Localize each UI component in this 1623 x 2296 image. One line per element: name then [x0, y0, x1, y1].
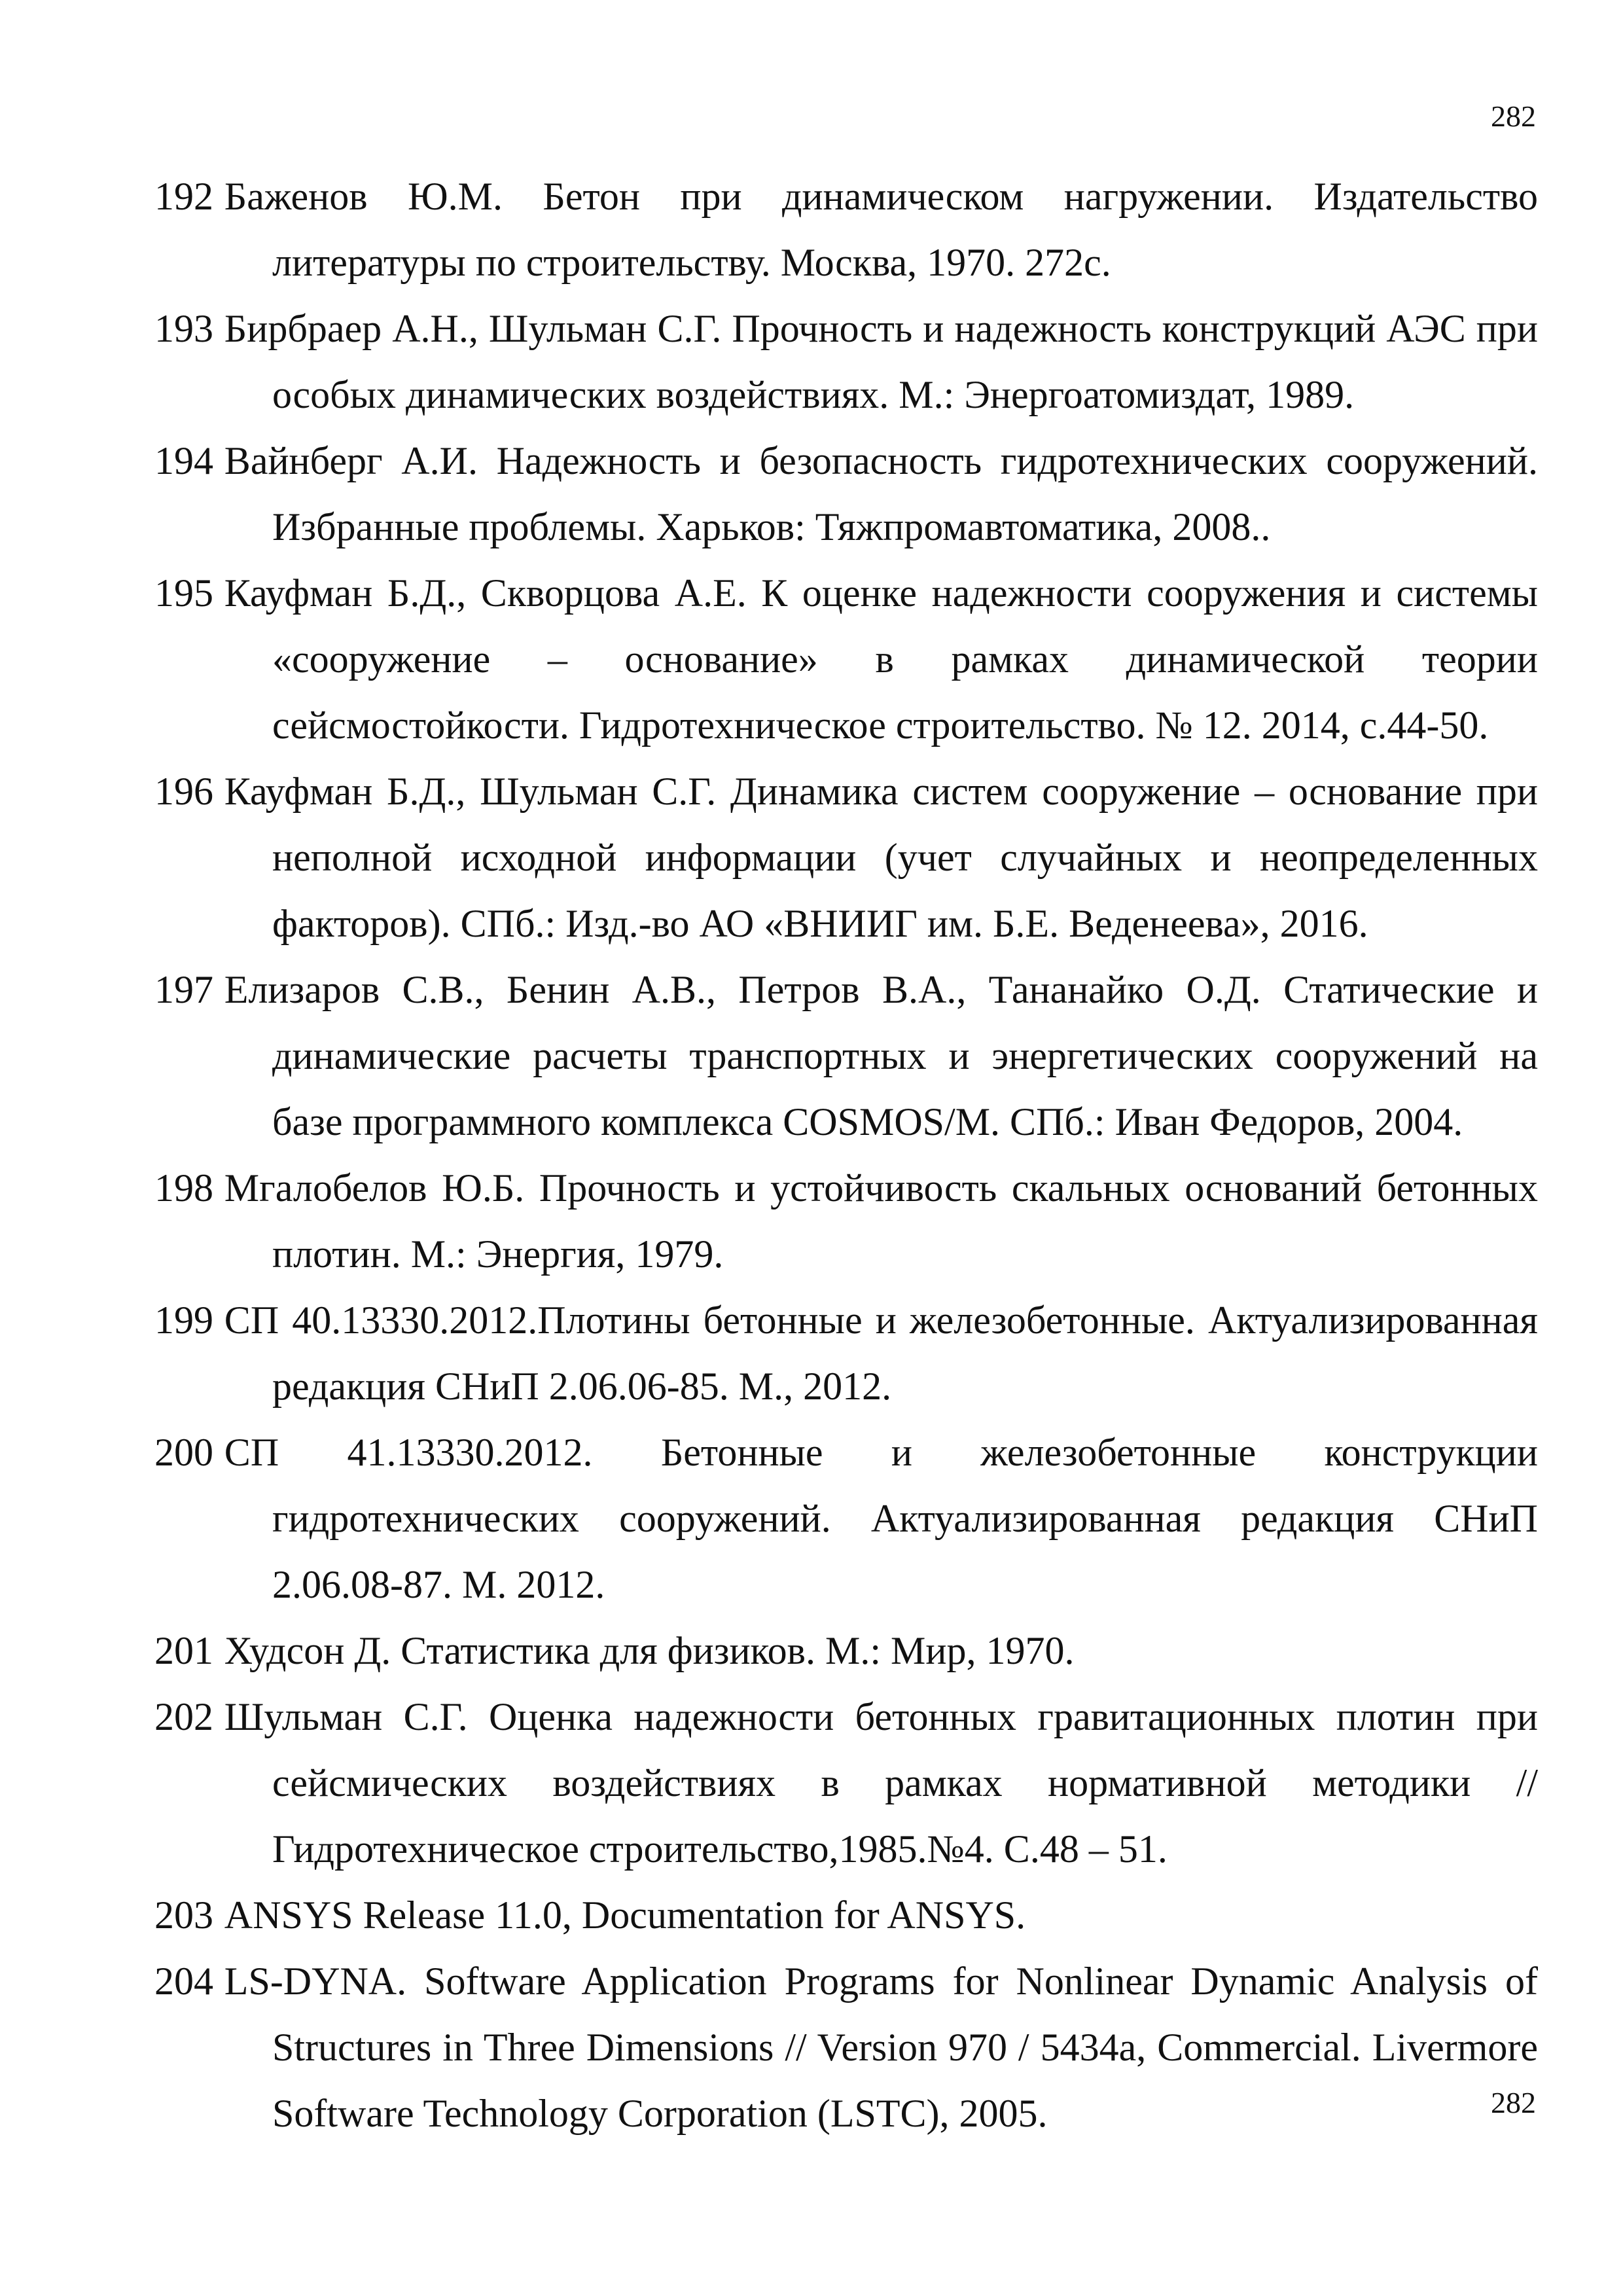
reference-number: 202: [154, 1695, 213, 1738]
reference-text: Елизаров С.В., Бенин А.В., Петров В.А., Тананайко О.Д. Статические и динамические расчеты транспортных и энергетических сооружений на базе программного комплекса COSMOS/M. СПб.: Иван Федоров, 2004.: [224, 968, 1538, 1143]
reference-text: Баженов Ю.М. Бетон при динамическом нагружении. Издательство литературы по строительству. Москва, 1970. 272с.: [224, 175, 1538, 284]
reference-text: Шульман С.Г. Оценка надежности бетонных гравитационных плотин при сейсмических воздействиях в рамках нормативной методики // Гидротехническое строительство,1985.№4. С.48 – 51.: [224, 1695, 1538, 1871]
reference-item: [154, 296, 1538, 428]
reference-item: [154, 164, 1538, 296]
reference-item: [154, 428, 1538, 560]
reference-item: [154, 560, 1538, 759]
reference-item: [154, 957, 1538, 1155]
reference-item: [154, 1684, 1538, 1882]
reference-item: [154, 759, 1538, 957]
reference-number: 192: [154, 175, 213, 218]
page-number-bottom: 282: [1491, 2086, 1536, 2119]
reference-number: 197: [154, 968, 213, 1011]
reference-text: Бирбраер А.Н., Шульман С.Г. Прочность и надежность конструкций АЭС при особых динамических воздействиях. М.: Энергоатомиздат, 1989.: [224, 307, 1538, 416]
reference-number: 203: [154, 1893, 213, 1937]
reference-text: ANSYS Release 11.0, Documentation for ANSYS.: [224, 1893, 1026, 1937]
reference-number: 201: [154, 1629, 213, 1672]
reference-text: Мгалобелов Ю.Б. Прочность и устойчивость скальных оснований бетонных плотин. М.: Энергия, 1979.: [224, 1166, 1538, 1276]
reference-number: 198: [154, 1166, 213, 1210]
reference-item: [154, 1287, 1538, 1420]
page-number-top: 282: [1491, 99, 1536, 133]
reference-text: Кауфман Б.Д., Шульман С.Г. Динамика систем сооружение – основание при неполной исходной информации (учет случайных и неопределенных факторов). СПб.: Изд.-во АО «ВНИИГ им. Б.Е. Веденеева», 2016.: [224, 770, 1538, 945]
reference-text: Вайнберг А.И. Надежность и безопасность гидротехнических сооружений. Избранные проблемы. Харьков: Тяжпромавтоматика, 2008..: [224, 439, 1538, 548]
reference-text: СП 40.13330.2012.Плотины бетонные и железобетонные. Актуализированная редакция СНиП 2.06.06-85. М., 2012.: [224, 1299, 1538, 1408]
reference-list: [154, 164, 1538, 2147]
reference-number: 196: [154, 770, 213, 813]
reference-number: 204: [154, 1960, 213, 2003]
reference-number: 200: [154, 1431, 213, 1474]
reference-text: Худсон Д. Статистика для физиков. М.: Мир, 1970.: [224, 1629, 1075, 1672]
reference-number: 199: [154, 1299, 213, 1342]
reference-text: Кауфман Б.Д., Скворцова А.Е. К оценке надежности сооружения и системы «сооружение – основание» в рамках динамической теории сейсмостойкости. Гидротехническое строительство. № 12. 2014, с.44-50.: [224, 571, 1538, 747]
reference-text: СП 41.13330.2012. Бетонные и железобетонные конструкции гидротехнических сооружений. Актуализированная редакция СНиП 2.06.08-87. М. 2012.: [224, 1431, 1538, 1606]
reference-text: LS-DYNA. Software Application Programs for Nonlinear Dynamic Analysis of Structures in Three Dimensions // Version 970 / 5434a, Commercial. Livermore Software Technology Corporation (LSTC), 2005.: [224, 1960, 1538, 2135]
reference-number: 194: [154, 439, 213, 482]
reference-number: 193: [154, 307, 213, 350]
reference-item: [154, 1882, 1538, 1948]
reference-item: [154, 1618, 1538, 1684]
reference-item: [154, 1420, 1538, 1618]
reference-item: [154, 1948, 1538, 2147]
reference-number: 195: [154, 571, 213, 615]
reference-item: [154, 1155, 1538, 1287]
